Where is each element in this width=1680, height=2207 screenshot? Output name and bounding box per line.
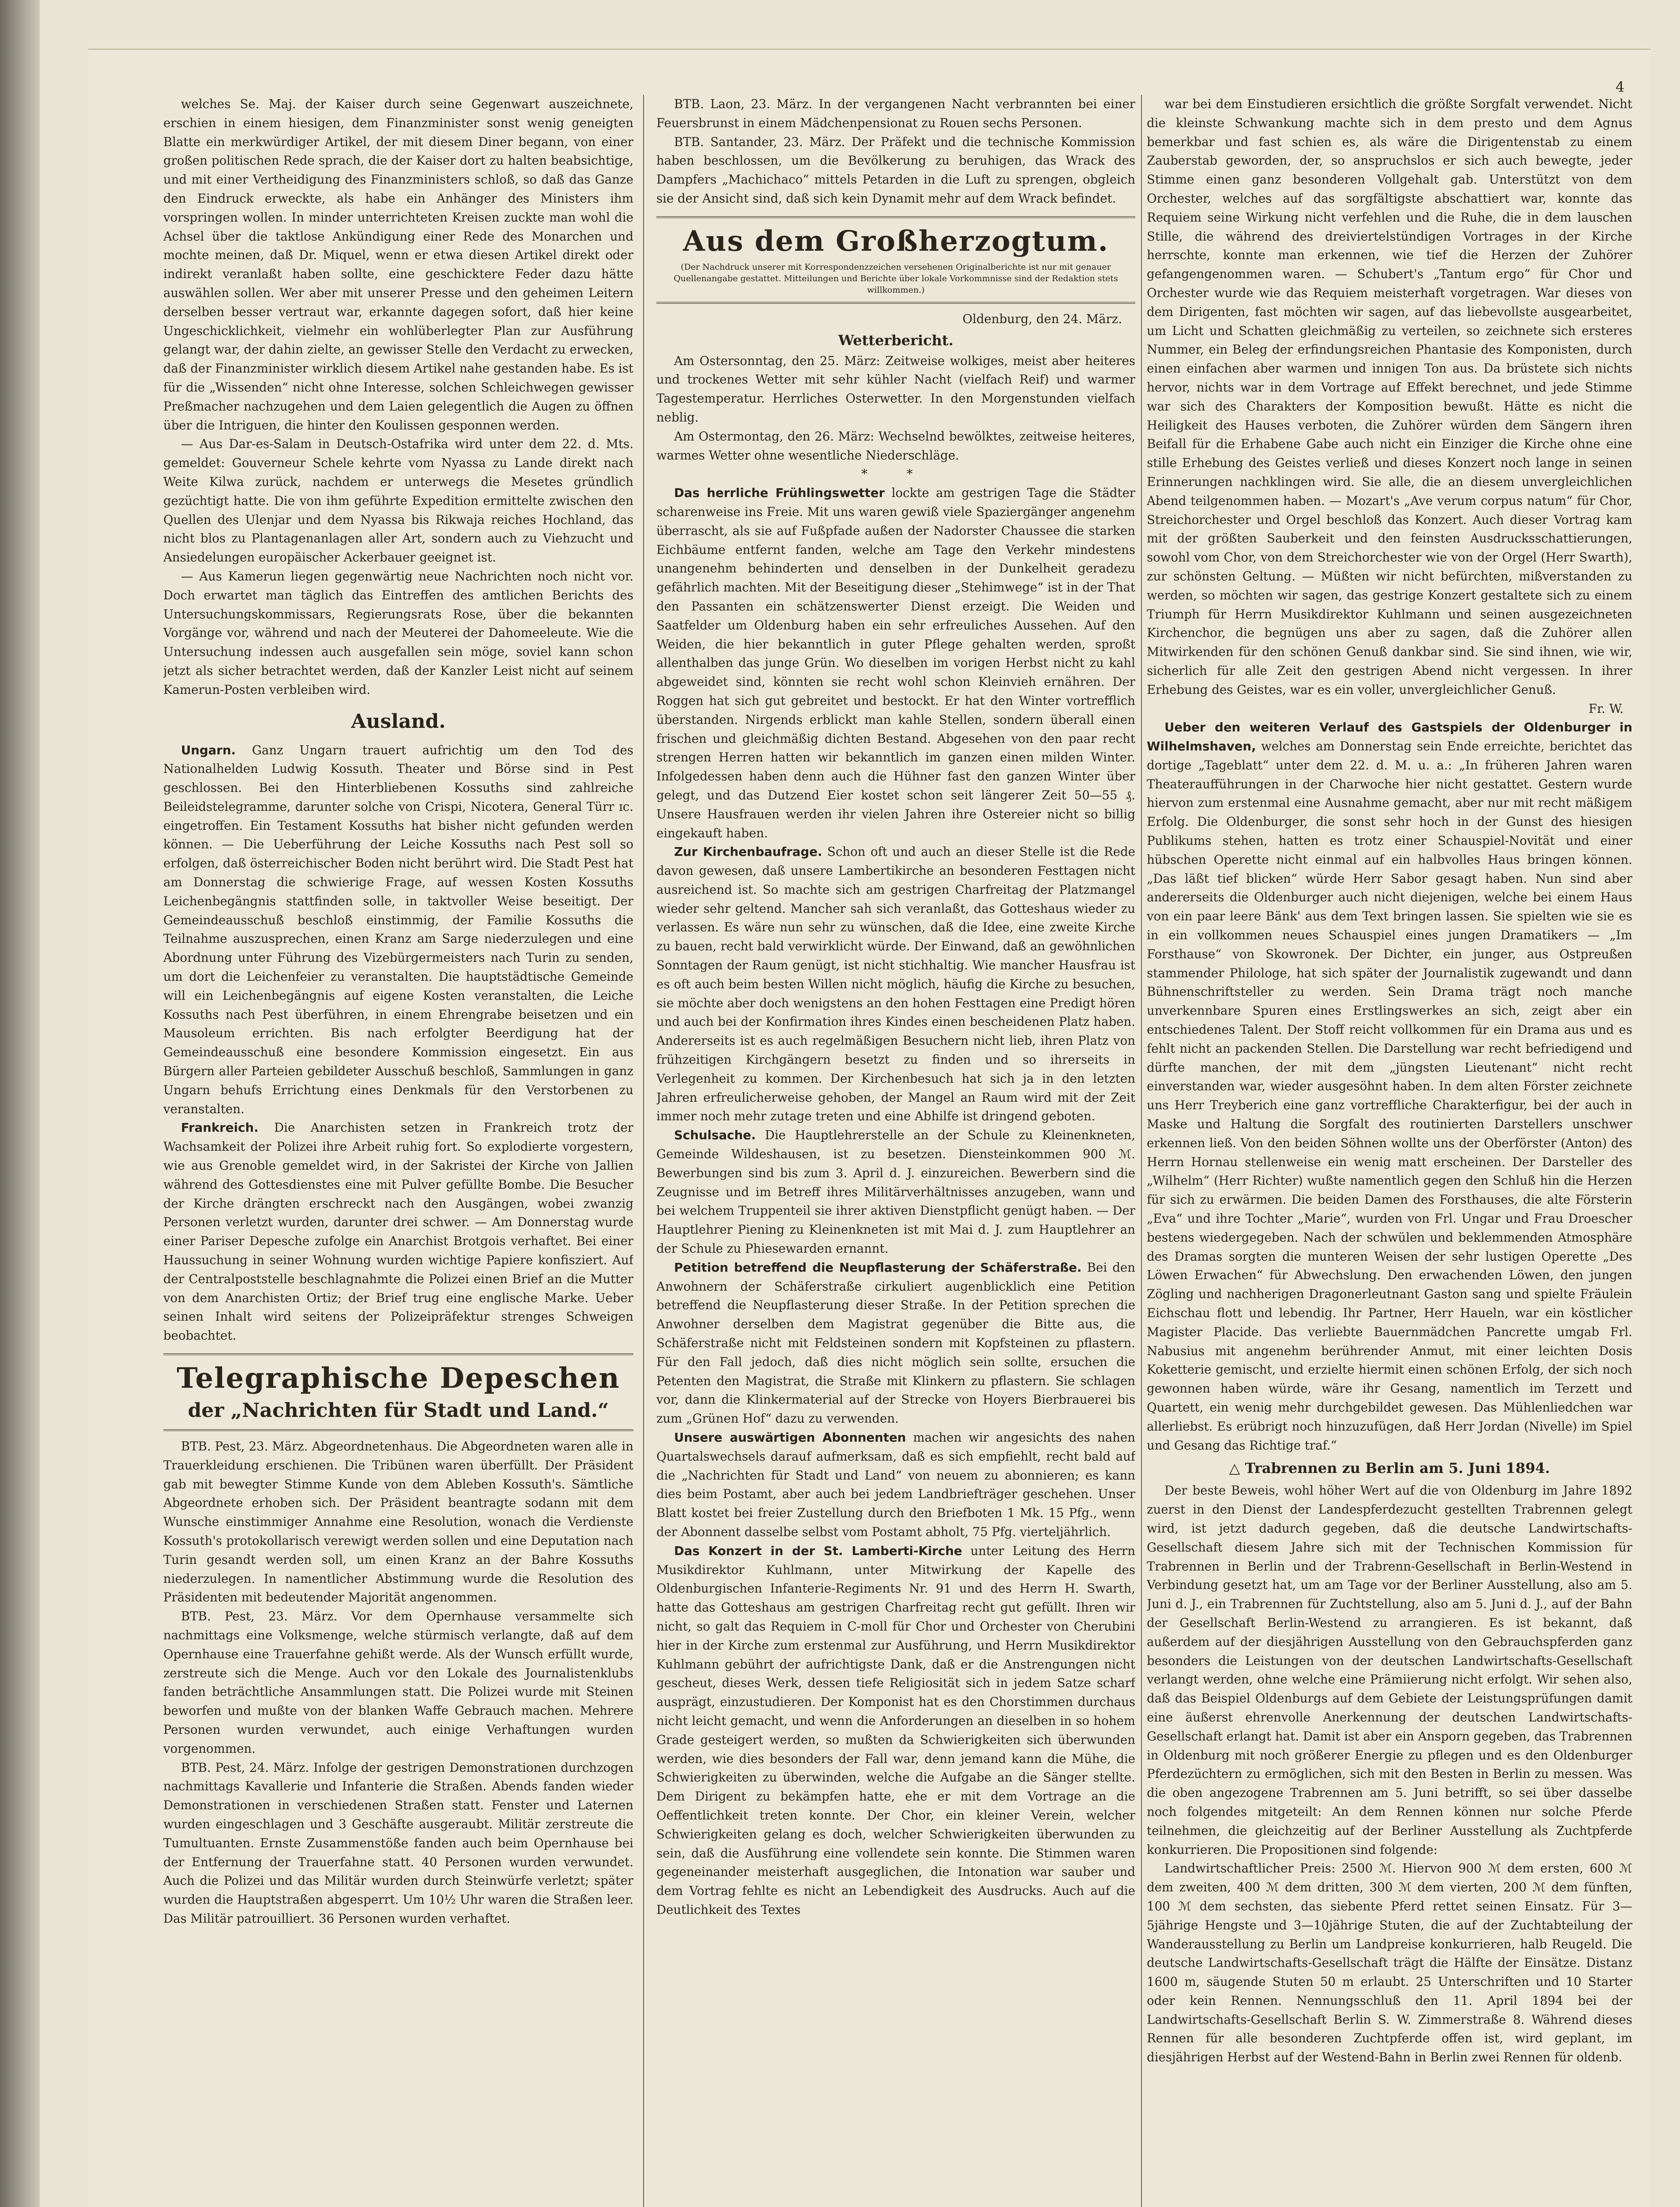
article-fruehling-text: lockte am gestrigen Tage die Städter scharenweise ins Freie. Mit uns waren gewiß viele Spaziergänger angenehm überrascht, als sie auf Fußpfade außen der Nadorster Chaussee die starken Eichbäume entfernt fanden, welche am Tage den Verkehr mindestens unangenehm behinderten und denselben in der Dunkelheit geradezu gefährlich machten. Mit der Beseitigung dieser „Stehimwege“ ist in der That den Passanten ein schätzenswerter Dienst erzeigt. Die Weiden und Saatfelder um Oldenburg haben ein sehr erfreuliches Aussehen. Auf den Weiden, die hier bekanntlich in guter Pflege gehalten werden, sproßt allenthalben das junge Grün. Wo dieselben im vorigen Herbst nicht zu kahl abgeweidet sind, könnten sie recht wohl schon Kleinvieh ernähren. Der Roggen hat sich gut gebreitet und bestockt. Er hat den Winter vortrefflich überstanden. Nirgends erblickt man kahle Stellen, sondern überall einen frischen und gleichmäßig dichten Bestand. Abgesehen von den paar recht strengen Herren hatten wir bekanntlich im ganzen einen milden Winter. Infolgedessen haben denn auch die Hühner fast den ganzen Winter über gelegt, und das Dutzend Eier kostet schon seit längerer Zeit 50—55 ₰. Unsere Hausfrauen werden ihr vielen Jahren ihre Ostereier nicht so billig eingekauft haben. (656, 486, 1135, 840)
article-heading-kirchenbau: Zur Kirchenbaufrage. (674, 844, 822, 859)
article-konzert-continued-text: war bei dem Einstudieren ersichtlich die größte Sorgfalt verwendet. Nicht die kleinste Schwankung machte sich in dem presto und dem Agnus bemerkbar und fast schien es, als wäre die Dirigentenstab zu einem Zauberstab geworden, der, so anspruchslos er sich auch bewegte, jeder Stimme einen ganz besonderen Vollgehalt gab. Unterstützt von dem Orchester, welches auf das sorgfältigste abschattiert war, konnte das Requiem seine Wirkung nicht verfehlen und die Ruhe, die in dem lauschen Stille, die während des dreiviertelstündigen Vortrages in der Kirche herrschte, konnte man erkennen, wie tief die Herzen der Zuhörer gefangengenommen waren. — Schubert's „Tantum ergo“ für Chor und Orchester wurde wie das Requiem meisterhaft vorgetragen. War dieses von dem Dirigenten, fast möchten wir sagen, auf das liebevollste ausgearbeitet, um Licht und Schatten gleichmäßig zu verteilen, so zeichnete sich ersteres Nummer, ein Beleg der erfindungsreichen Phantasie des Komponisten, durch einen einfachen aber warmen und innigen Ton aus. Da brüstete sich nichts hervor, nichts war in dem Vortrage auf Effekt berechnet, und jede Stimme war sich des Charakters der Komposition bewußt. Hätte es nicht die Heiligkeit des Hauses verboten, die Zuhörer würden dem Sängern ihren Beifall für die Erhabene Gabe auch nicht ein Einziger die Kirche ohne eine stille Erhebung des Geistes verließ und dieses Konzert noch lange in seinen Erinnerungen nachklingen wird. Sie alle, die an diesem unvergleichlichen Abend teilgenommen haben. — Mozart's „Ave verum corpus natum“ für Chor, Streichorchester und Orgel beschloß das Konzert. Auch dieser Vortrag kam mit der größten Sauberkeit und den feinsten Ausdrucksschattierungen, sowohl vom Chor, von dem Streichorchester wie von der Orgel (Herr Swarth), zur schönsten Geltung. — Müßten wir nicht befürchten, mißverstanden zu werden, so möchten wir sagen, das gestrige Konzert gestaltete sich zu einem Triumph für Herrn Musikdirektor Kuhlmann und seinen ausgezeichneten Kirchenchor, die begnügen uns aber zu sagen, daß die Zuhörer allen Mitwirkenden für den schönen Genuß dankbar sind. Sie sind ihnen, wie wir, sicherlich für alle Zeit den gestrigen Abend nicht vergessen. In ihrer Erhebung des Geistes, war es ein voller, unvergleichlicher Genuß. (1147, 97, 1632, 697)
telegraph-laon-text: BTB. Laon, 23. März. In der vergangenen Nacht verbrannten bei einer Feuersbrunst in einem Mädchenpensionat zu Rouen sechs Personen. (656, 97, 1135, 130)
telegraph-pest-2-text: BTB. Pest, 23. März. Vor dem Opernhause versammelte sich nachmittags eine Volksmenge, welche stürmisch verlangte, daß auf dem Opernhause eine Trauerfahne gehißt werde. Als der Wunsch erfüllt wurde, zerstreute sich die Menge. Auch vor den Lokale des Journalistenklubs fanden beträchtliche Ansammlungen statt. Die Polizei wurde mit Steinen beworfen und mußte von der blanken Waffe Gebrauch machen. Mehrere Personen wurden verwundet, auch einige Verhaftungen wurden vorgenommen. (163, 1609, 633, 1756)
column-rule-left (643, 95, 644, 2207)
column-left (163, 95, 633, 2207)
article-gastspiel (1147, 718, 1632, 1455)
weather-sunday-text: Am Ostersonntag, den 25. März: Zeitweise wolkiges, meist aber heiteres und trockenes Wetter mit sehr kühler Nacht (vielfach Reif) und warmer Tagestemperatur. Herrliches Osterwetter. In den Morgenstunden vielfach neblig. (656, 353, 1135, 425)
book-binding-edge (0, 0, 40, 2207)
column-middle (656, 95, 1135, 2207)
section-subheading-telegraph: der „Nachrichten für Stadt und Land.“ (188, 1399, 609, 1422)
article-ungarn-text: Ganz Ungarn trauert aufrichtig um den Tod des Nationalhelden Ludwig Kossuth. Theater und Börse sind in Pest geschlossen. Bei den Hinterbliebenen Kossuths sind zahlreiche Beileidstelegramme, darunter solche von Crispi, Nicotera, General Türr ɪc. eingetroffen. Ein Testament Kossuths hat bisher nicht gefunden werden können. — Die Ueberführung der Leiche Kossuths nach Pest soll so erfolgen, daß österreichischer Boden nicht berührt wird. Die Stadt Pest hat am Donnerstag die schwierige Frage, auf wessen Kosten Kossuths Leichenbegängnis stattfinden solle, in taktvoller Weise beseitigt. Der Gemeindeausschuß beschloß einstimmig, der Familie Kossuths die Teilnahme auszusprechen, einen Kranz am Sarge niederzulegen und eine Abordnung unter Führung des Vizebürgermeisters nach Turin zu senden, um dort die Leichenfeier zu veranstalten. Die hauptstädtische Gemeinde will ein Leichenbegängnis auf eigene Kosten veranstalten, die Leiche Kossuths nach Pest überführen, in einem Ehrengrabe beisetzen und ein Mausoleum errichten. Bis nach erfolgter Beerdigung hat der Gemeindeausschuß eine besondere Kommission eingesetzt. Ein aus Bürgern aller Parteien gebildeter Ausschuß beschloß, Sammlungen in ganz Ungarn behufs Errichtung eines Denkmals für den Verstorbenen zu veranstalten. (163, 742, 633, 1116)
article-trabrennen-preis-text: Landwirtschaftlicher Preis: 2500 ℳ. Hiervon 900 ℳ dem ersten, 600 ℳ dem zweiten, 400 ℳ dem dritten, 300 ℳ dem vierten, 200 ℳ dem fünften, 100 ℳ dem sechsten, das siebente Pferd rettet seinen Einsatz. Für 3—5jährige Hengste und 3—10jährige Stuten, die auf der Zuchtabteilung der Wanderausstellung zu Berlin um Landpreise konkurrieren, halb Reugeld. Die deutsche Landwirtschafts-Gesellschaft trägt die Hälfte der Einsätze. Distanz 1600 m, säugende Stuten 50 m erlaubt. 25 Unterschriften und 10 Starter oder kein Rennen. Nennungsschluß den 11. April 1894 bei der Landwirtschafts-Gesellschaft Berlin S. W. Zimmerstraße 8. Während dieses Rennen für alle besonderen Zuchtpferde offen ist, wird geplant, im diesjährigen Herbst auf der Westend-Bahn in Berlin zwei Rennen für oldenb. (1147, 1861, 1632, 2065)
article-ostafrika-text: — Aus Dar-es-Salam in Deutsch-Ostafrika wird unter dem 22. d. Mts. gemeldet: Gouverneur Schele kehrte vom Nyassa zu Lande direkt nach Weite Kilwa zurück, nachdem er unterwegs die Mesetes gründlich gezüchtigt hatte. Die von ihm geführte Expedition ermittelte zwischen den Quellen des Ulenjar und dem Nyassa bis Rikwaja reiches Hochland, das nicht blos zu Plantagenanlagen aller Art, sondern auch zu Viehzucht und Ansiedelungen europäischer Ackerbauer geeignet ist. (163, 437, 633, 565)
reprint-notice: (Der Nachdruck unserer mit Korrespondenzzeichen versehenen Originalberichte ist nur mit genauer Quellenangabe gestattet. Mitteilungen und Berichte über lokale Vorkommnisse sind der Redaktion stets willkommen.) (674, 262, 1118, 295)
article-gastspiel-text: welches am Donnerstag sein Ende erreichte, berichtet das dortige „Tageblatt“ unter dem 22. d. M. u. a.: „In früheren Jahren waren Theateraufführungen in der Charwoche hier nicht gestattet. Gestern wurde hiervon zum erstenmal eine Ausnahme gemacht, aber nur mit recht mäßigem Erfolg. Die Oldenburger, die sonst sehr hoch in der Gunst des hiesigen Publikums stehen, hatten es trotz einer Schauspiel-Novität und einer hübschen Operette nicht einmal auf ein halbvolles Haus bringen können. „Das läßt tief blicken“ würde Herr Sabor gesagt haben. Nun sind aber andererseits die Oldenburger auch nicht diejenigen, welche bei einem Haus von ein paar leere Bänk' aus dem Text bringen lassen. Sie spielten wie sie es in ein vollkommen neues Schauspiel eines jungen Dramatikers — „Im Forsthause“ von Skowronek. Der Dichter, ein junger, aus Ostpreußen stammender Philologe, hat sich später der Journalistik zugewandt und dann Bühnenschriftsteller zu werden. Sein Drama trägt noch manche unverkennbare Spuren eines Erstlingswerkes an sich, zeigt aber ein entschiedenes Talent. Der Stoff reicht vollkommen für ein Drama aus und es fehlt nicht an packenden Stellen. Die Darstellung war recht befriedigend und dürfte manchen, der mit dem „jüngsten Lieutenant“ nicht recht einverstanden war, wieder ausgesöhnt haben. In dem alten Förster zeichnete uns Herr Treyberich eine ganz vortreffliche Charakterfigur, bei der auch in Maske und Haltung die Sorgfalt des routinierten Darstellers unschwer erkennen ließ. Von den beiden Söhnen wollte uns der Oberförster (Anton) des Herrn Hornau stellenweise ein wenig matt erscheinen. Der Darsteller des „Wilhelm“ (Herr Richter) wußte namentlich gegen den Schluß hin die Herzen für sich zu erwärmen. Die beiden Damen des Forsthauses, die alte Försterin „Eva“ und ihre Tochter „Marie“, wurden von Frl. Ungar und Frau Droescher bestens wiedergegeben. Nach der schwülen und beklemmenden Atmosphäre des Dramas sorgten die munteren Weisen der sehr lustigen Operette „Des Löwen Erwachen“ für Abwechslung. Den erwachenden Löwen, den jungen Zögling und nachherigen Dragonerleutnant Gaston sang und spielte Fräulein Eichschau flott und lebendig. Ihr Partner, Herr Haueln, war ein köstlicher Magister Placide. Das verliebte Bauernmädchen Pancrette umgab Frl. Nabusius mit angenehm berührender Anmut, mit einer leichten Dosis Koketterie gemischt, und erzielte hiermit einen schönen Erfolg, der sich noch gewonnen haben würde, wäre ihr Gesang, namentlich im Terzett und Quartett, ein wenig mehr durchgebildet gewesen. Das Mühlenliedchen war allerliebst. Es erübrigt noch hinzuzufügen, daß Herr Jordan (Nivelle) im Spiel und Gesang das Richtige traf.“ (1147, 739, 1632, 1453)
article-heading-konzert: Das Konzert in der St. Lamberti-Kirche (674, 1543, 962, 1558)
column-right (1147, 95, 1632, 2207)
article-petition-text: Bei den Anwohnern der Schäferstraße cirkuliert augenblicklich eine Petition betreffend die Neupflasterung dieser Straße. In der Petition sprechen die Anwohner derselben dem Magistrat gegenüber die Bitte aus, die Schäferstraße nicht mit Feldsteinen sondern mit Kopfsteinen zu pflastern. Für den Fall jedoch, daß dies nicht möglich sein sollte, ersuchen die Petenten den Magistrat, die Straße mit Klinkern zu pflastern. Sie schlagen vor, dann die Klinkermaterial auf der Strecke von Hoyers Bierbrauerei bis zum „Grünen Hof“ dazu zu verwenden. (656, 1260, 1135, 1426)
article-petition (656, 1258, 1135, 1428)
section-heading-grossherzogtum: Aus dem Großherzogtum. (683, 224, 1109, 258)
article-abonnenten (656, 1428, 1135, 1542)
weather-monday-text: Am Ostermontag, den 26. März: Wechselnd bewölktes, zeitweise heiteres, warmes Wetter ohne wesentliche Niederschläge. (656, 429, 1135, 463)
article-heading-abonnenten: Unsere auswärtigen Abonnenten (674, 1430, 906, 1445)
article-schulsache (656, 1126, 1135, 1258)
heading-wetterbericht: Wetterbericht. (838, 331, 953, 349)
article-trabrennen-text: Der beste Beweis, wohl höher Wert auf die von Oldenburg im Jahre 1892 zuerst in den Dienst der Landespferdezucht gestellten Trabrennen gelegt wird, ist jetzt dadurch gegeben, daß die deutsche Landwirtschafts-Gesellschaft diesem Jahre sich mit der Technischen Kommission für Trabrennen in Berlin und der Trabrenn-Gesellschaft in Berlin-Westend in Verbindung gesetzt hat, um am Tage vor der Berliner Ausstellung, also am 5. Juni d. J., ein Trabrennen für Zuchtstellung, also am 5. Juni d. J., auf der Bahn der Gesellschaft Berlin-Westend zu arrangieren. Es ist bekannt, daß außerdem auf der diesjährigen Ausstellung von den Gebrauchspferden ganz besonders die Leistungen von der deutschen Landwirtschafts-Gesellschaft verlangt werden, ohne welche eine Prämiierung nicht erfolgt. Wir sehen also, daß das Beispiel Oldenburgs auf dem Gebiete der Leistungsprüfungen damit eine äußerst ehrenvolle Anerkennung der deutschen Landwirtschafts-Gesellschaft erlangt hat. Damit ist aber ein Ansporn gegeben, das Trabrennen in Oldenburg mit noch größerer Energie zu pflegen und es den Oldenburger Pferdezüchtern zu ermöglichen, sich mit den Besten in Berlin zu messen. Was die oben angezogene Trabrennen am 5. Juni betrifft, so sei über dasselbe noch folgendes mitgeteilt: An dem Rennen können nur solche Pferde teilnehmen, die gleichzeitig auf der Berliner Ausstellung als Zuchtpferde konkurrieren. Die Propositionen sind folgende: (1147, 1483, 1632, 1857)
dateline: Oldenburg, den 24. März. (962, 311, 1122, 326)
column-rule-right (1141, 95, 1142, 2207)
article-schulsache-text: Die Hauptlehrerstelle an der Schule zu Kleinenkneten, Gemeinde Wildeshausen, ist zu besetzen. Diensteinkommen 900 ℳ. Bewerbungen sind bis zum 3. April d. J. einzureichen. Bewerbern sind die Zeugnisse und im Betreff ihres Militärverhältnisses anzugeben, wann und bei welchem Truppenteil sie ihrer aktiven Dienstpflicht genügt haben. — Der Hauptlehrer Piening zu Kleinenkneten ist mit Mai d. J. zum Hauptlehrer an der Schule zu Phiesewarden ernannt. (656, 1128, 1135, 1256)
article-heading-petition: Petition betreffend die Neupflasterung der Schäferstraße. (674, 1260, 1082, 1275)
section-heading-telegraph: Telegraphische Depeschen (177, 1362, 620, 1395)
article-ungarn (163, 741, 633, 1119)
article-kamerun-text: — Aus Kamerun liegen gegenwärtig neue Nachrichten noch nicht vor. Doch erwartet man täglich das Eintreffen des amtlichen Berichts des Untersuchungskommissars, Regierungsrats Rose, über die bekannten Vorgänge vor, während und nach der Meuterei der Dahomeeleute. Wie die Untersuchung indessen auch ausgefallen sein möge, soviel kann schon jetzt als sicher betrachtet werden, daß der Kanzler Leist nicht auf seinem Kamerun-Posten verbleiben wird. (163, 569, 633, 697)
grossherzogtum-header-box (656, 216, 1135, 304)
article-frankreich-text: Die Anarchisten setzen in Frankreich trotz der Wachsamkeit der Polizei ihre Arbeit ruhig fort. So explodierte vorgestern, wie aus Grenoble gemeldet wird, in der Sakristei der Kirche von Jallien während des Gottesdienstes eine mit Pulver gefüllte Bombe. Die Besucher der Kirche drängten erschreckt nach den Ausgängen, wobei zwanzig Personen verletzt wurden, darunter drei schwer. — Am Donnerstag wurde einer Pariser Depesche zufolge ein Anarchist Brotgois verhaftet. Bei einer Haussuchung in seiner Wohnung wurden wichtige Papiere konfisziert. Auf der Centralpoststelle beschlagnahmte die Polizei einen Brief an die Mutter von dem Anarchisten Ortiz; der Brief trug eine englische Marke. Ueber seinen Inhalt wird seitens der Polizeipräfektur strenges Schweigen beobachtet. (163, 1120, 633, 1343)
article-kirchenbau-text: Schon oft und auch an dieser Stelle ist die Rede davon gewesen, daß unsere Lambertikirche an besonderen Festtagen nicht ausreichend ist. So machte sich am gestrigen Charfreitag der Platzmangel wieder sehr geltend. Mancher sah sich veranlaßt, das Gotteshaus wieder zu verlassen. Es wäre nun sehr zu wünschen, daß die Idee, eine zweite Kirche zu bauen, recht bald verwirklicht würde. Der Einwand, daß an gewöhnlichen Sonntagen der Raum genügt, ist nicht stichhaltig. Wie mancher Hausfrau ist es oft auch beim besten Willen nicht möglich, häufig die Kirche zu besuchen, sie möchte aber doch wenigstens an den hohen Festtagen eine Predigt hören und auch bei der Konfirmation ihres Kindes einen bescheidenen Platz haben. Andererseits ist es auch regelmäßigen Besuchern nicht lieb, ihren Platz von frühzeitigen Kirchgängern besetzt zu finden und so ihrerseits in Verlegenheit zu kommen. Der Kirchenbesuch hat sich ja in den letzten Jahren erfreulicherweise gehoben, der Mangel an Raum wird mit der Zeit immer noch mehr zutage treten und eine Abhilfe ist dringend geboten. (656, 844, 1135, 1124)
telegraph-pest-1-text: BTB. Pest, 23. März. Abgeordnetenhaus. Die Abgeordneten waren alle in Trauerkleidung erschienen. Die Tribünen waren überfüllt. Der Präsident gab mit bewegter Stimme Kunde von dem Ableben Kossuth's. Sämtliche Abgeordnete erhoben sich. Der Präsident beantragte sodann mit dem Wunsche einstimmiger Annahme eine Resolution, wonach die Verdienste Kossuth's protokollarisch verewigt werden sollen und eine Deputation nach Turin gesandt werden soll, um einen Kranz an der Bahre Kossuths niederzulegen. In namentlicher Abstimmung wurde die Resolution des Präsidenten mit bedeutender Majorität angenommen. (163, 1439, 633, 1605)
article-heading-ungarn: Ungarn. (181, 742, 236, 757)
article-heading-trabrennen: △ Trabrennen zu Berlin am 5. Juni 1894. (1229, 1460, 1550, 1477)
article-heading-frankreich: Frankreich. (181, 1120, 259, 1135)
telegraph-pest-3-text: BTB. Pest, 24. März. Infolge der gestrigen Demonstrationen durchzogen nachmittags Kavallerie und Infanterie die Straßen. Abends fanden wieder Demonstrationen in verschiedenen Straßen statt. Fenster und Laternen wurden eingeschlagen und 3 Geschäfte ausgeraubt. Militär zerstreute die Tumultuanten. Ernste Zusammenstöße fanden auch beim Opernhause bei der Entfernung der Trauerfahne statt. 40 Personen wurden verwundet. Auch die Polizei und das Militär wurden durch Steinwürfe verletzt; später wurden die Hauptstraßen abgesperrt. Um 10½ Uhr waren die Straßen leer. Das Militär patrouilliert. 36 Personen wurden verhaftet. (163, 1760, 633, 1926)
article-heading-fruehling: Das herrliche Frühlingswetter (674, 486, 885, 501)
article-konzert-text: unter Leitung des Herrn Musikdirektor Kuhlmann, unter Mitwirkung der Kapelle des Oldenburgischen Infanterie-Regiments Nr. 91 und des Herrn H. Swarth, hatte das Gotteshaus am gestrigen Charfreitag recht gut gefüllt. Ihren wir nicht, so galt das Requiem in C-moll für Chor und Orchester von Cherubini hier in der Kirche zum erstenmal zur Ausführung, und Herrn Musikdirektor Kuhlmann gebührt der aufrichtigste Dank, daß er die Anstrengungen nicht gescheut, dieses Werk, dessen tiefe Religiosität sich in jedem Satze scharf ausprägt, einzustudieren. Der Komponist hat es den Chorstimmen durchaus nicht leicht gemacht, und wenn die Anforderungen an dieselben in so hohem Grade gesteigert werden, so mußten da Schwierigkeiten sich überwunden werden, wie dies besonders der Fall war, denn jemand kann die Mühe, die Schwierigkeiten zu überwinden, welche die Aufgabe an die Sänger stellte. Dem Dirigent zu bekämpfen hatte, ehe er mit dem Vortrage an die Oeffentlichkeit treten konnte. Der Chor, ein kleiner Verein, welcher Schwierigkeiten gelang es doch, welcher Schwierigkeiten überwunden zu sein, daß die Ausführung eine vollendete sein konnte. Die Stimmen waren gegeneinander meisterhaft ausgeglichen, die Intonation war sauber und dem Vortrag fehlte es nicht an Lebendigkeit des Ausdrucks. Auch auf die Deutlichkeit des Textes (656, 1543, 1135, 1917)
article-heading-gastspiel: Ueber den weiteren Verlauf des Gastspiels der Oldenburger in Wilhelmshaven, (1147, 720, 1632, 754)
telegraph-santander-text: BTB. Santander, 23. März. Der Präfekt und die technische Kommission haben beschlossen, um die Bevölkerung zu beruhigen, das Wrack des Dampfers „Machichaco“ mittels Petarden in die Luft zu sprengen, obgleich sie der Ansicht sind, daß sich kein Dynamit mehr auf dem Wrack befindet. (656, 134, 1135, 206)
article-abonnenten-text: machen wir angesichts des nahen Quartalswechsels darauf aufmerksam, daß es sich empfiehlt, recht bald auf die „Nachrichten für Stadt und Land“ von neuem zu abonnieren; es kann dies beim Postamt, aber auch bei jedem Landbriefträger geschehen. Unser Blatt kostet bei freier Zustellung durch den Briefboten 1 Mk. 15 Pfg., wenn der Abonnent dasselbe selbst vom Postamt abholt, 75 Pfg. vierteljährlich. (656, 1430, 1135, 1539)
article-kirchenbau (656, 843, 1135, 1126)
page-number: 4 (1616, 79, 1625, 95)
separator-stars: * * (861, 467, 930, 482)
telegraph-header-box (163, 1353, 633, 1431)
article-frankreich (163, 1119, 633, 1345)
article-konzert (656, 1542, 1135, 1920)
article-signature: Fr. W. (1588, 701, 1623, 716)
section-heading-ausland: Ausland. (351, 710, 446, 733)
article-miquel-text: welches Se. Maj. der Kaiser durch seine Gegenwart auszeichnete, erschien in einem hiesigen, dem Finanzminister sonst wenig geneigten Blatte ein merkwürdiger Artikel, der mit diesem Diner begann, von einer großen politischen Rede sprach, die der Kaiser dort zu halten beabsichtige, und mit einer Vertheidigung des Finanzministers schloß, so daß das Ganze den Eindruck erweckte, als habe ein Anhänger des Ministers ihm vorspringen wollen. In minder unterrichteten Kreisen zuckte man wohl die Achsel über die taktlose Ankündigung einer Rede des Monarchen und mochte meinen, daß Dr. Miquel, wenn er etwa diesen Artikel direkt oder indirekt veranlaßt haben sollte, eine geschicktere Feder dazu hätte auswählen sollen. Wer aber mit unserer Presse und den geheimen Leitern derselben besser vertraut war, erkannte dagegen sofort, daß hier keine Ungeschicklichkeit, vielmehr ein wohlüberlegter Plan zur Ausführung gelangt war, der dahin zielte, an gewisser Stelle den Verdacht zu erwecken, daß der Finanzminister wirklich diesem Artikel nahe gestanden habe. Es ist für die „Wissenden“ nicht ohne Interesse, solchen Schleichwegen gewisser Preßmacher nachzugehen und dem Laien gelegentlich die Augen zu öffnen über die Intriguen, die hinter den Koulissen gesponnen werden. (163, 97, 633, 433)
article-fruehling (656, 484, 1135, 843)
article-heading-schulsache: Schulsache. (674, 1128, 756, 1143)
